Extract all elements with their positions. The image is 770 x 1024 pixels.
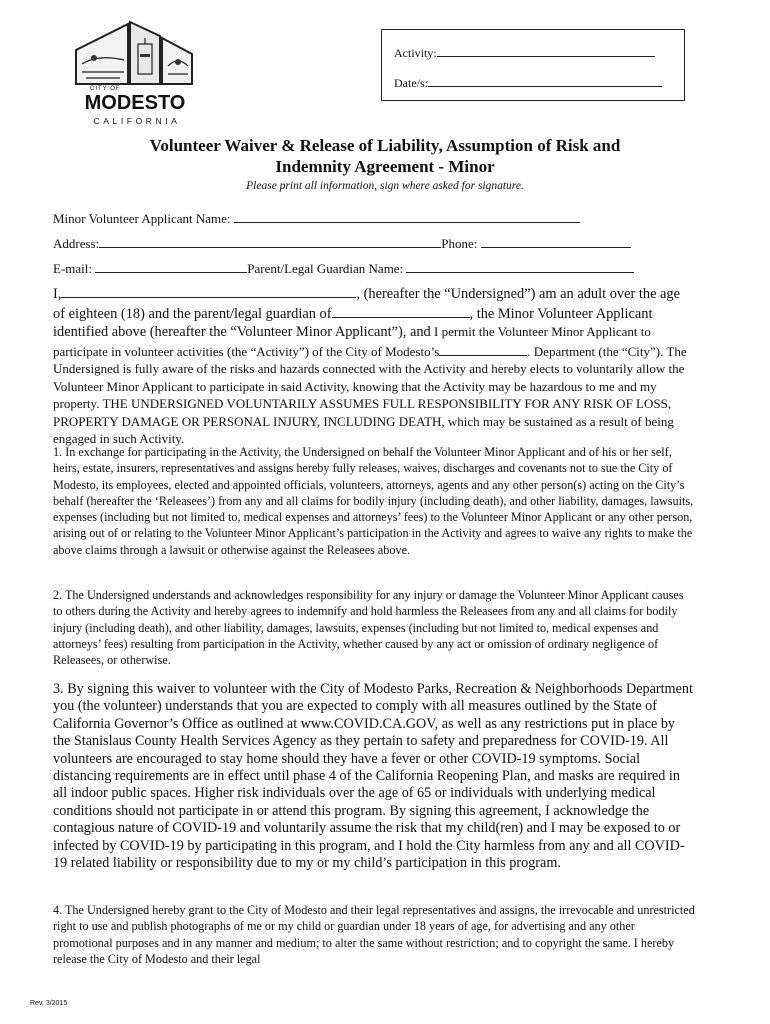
intro-s2: of eighteen (18) and the parent/legal guardian of xyxy=(53,305,332,322)
dates-blank[interactable] xyxy=(428,74,662,87)
minor-name-blank[interactable] xyxy=(332,304,470,318)
address-phone-row xyxy=(53,234,631,252)
intro-s5: I permit the Volunteer Minor Applicant to participate in volunteer activities (the “Activity”) of the City of Modesto’s xyxy=(53,324,651,359)
guardian-label: Parent/Legal Guardian Name: xyxy=(247,261,404,276)
address-label: Address: xyxy=(53,236,100,251)
guardian-blank[interactable] xyxy=(406,259,634,273)
paragraph-3-covid: 3. By signing this waiver to volunteer with the City of Modesto Parks, Recreation & Neighborhoods Department you (the volunteer) understands that you are expected to comply with all measures outlined by the State of California Governor’s Office as outlined at www.COVID.CA.GOV, as well as any restrictions put in place by the Stanislaus County Health Services Agency as they pertain to safety and preparedness for COVID-19. All volunteers are encouraged to stay home should they have a fever or other COVID-19 symptoms. Social distancing requirements are in effect until phase 4 of the California Reopening Plan, and masks are required in all indoor public spaces. Higher risk individuals over the age of 65 or individuals with underlying medical conditions should not participate in or attend this program. By signing this agreement, I acknowledge the contagious nature of COVID-19 and voluntarily assume the risk that my child(ren) and I may be exposed to or infected by COVID-19 by participating in this program, and I hold the City harmless from any and all COVID-19 related liability or responsibility due to my or my child’s participation in this program. xyxy=(53,681,693,872)
activity-label: Activity: xyxy=(394,46,437,60)
paragraph-4-photo-release: 4. The Undersigned hereby grant to the City of Modesto and their legal representatives and assigns, the irrevocable and unrestricted right to use and publish photographs of me or my child or guardian under 18 years of age, for advertising and any other promotional purposes and in any manner and medium; to alter the same without restriction; and to copyright the same. I hereby release the City of Modesto and their legal xyxy=(53,903,695,966)
activity-dates-box xyxy=(381,29,685,101)
applicant-name-blank[interactable] xyxy=(234,209,580,223)
email-blank[interactable] xyxy=(95,259,247,273)
phone-label: Phone: xyxy=(441,236,478,251)
department-blank[interactable] xyxy=(439,342,527,356)
activity-field[interactable] xyxy=(394,44,655,61)
email-guardian-row xyxy=(53,259,634,277)
intro-paragraph xyxy=(53,284,695,448)
activity-blank[interactable] xyxy=(437,44,655,57)
intro-s3: , the Minor Volunteer Applicant xyxy=(469,305,653,322)
dates-field[interactable] xyxy=(394,74,662,91)
logo-state-name: CALIFORNIA xyxy=(93,116,181,126)
applicant-name-field[interactable] xyxy=(53,209,580,227)
undersigned-name-blank[interactable] xyxy=(61,284,356,298)
phone-blank[interactable] xyxy=(481,234,631,248)
title-line-2: Indemnity Agreement - Minor xyxy=(275,157,495,176)
intro-i: I, xyxy=(53,286,62,302)
document-title xyxy=(60,135,710,177)
paragraph-1-release: 1. In exchange for participating in the Activity, the Undersigned on behalf the Volunteer Minor Applicant and of his or her self, heirs, estate, insurers, representatives and assigns hereby fully releases, waives, discharges and covenants not to sue the City of Modesto, its employees, elected and appointed officials, volunteers, attorneys, agents and any other person(s) acting on the City’s behalf (hereafter the ‘Releasees’) from any and all claims for bodily injury (including death), and other liability, damages, lawsuits, expenses (including but not limited to, medical expenses and attorneys’ fees) to the Volunteer Minor Applicant or any other person, arising out of or relating to the Volunteer Minor Applicant’s participation in the Activity and agrees to waive any rights to make the above claims through a lawsuit or otherwise against the Releasees above. xyxy=(53,445,694,557)
applicant-name-label: Minor Volunteer Applicant Name: xyxy=(53,211,231,226)
revision-date: Rev. 3/2015 xyxy=(30,1000,68,1007)
email-label: E-mail: xyxy=(53,261,92,276)
intro-s6: . Department (the “City”). The Undersigned is fully aware of the risks and hazards connected with the Activity and hereby elects to voluntarily allow the Volunteer Minor Applicant to participate in said Activity, knowing that the Activity may be hazardous to me and my property. THE UNDERSIGNED VOLUNTARILY ASSUMES FULL RESPONSIBILITY FOR ANY RISK OF LOSS, PROPERTY DAMAGE OR PERSONAL INJURY, INCLUDING DEATH, which may be sustained as a result of being engaged in such Activity. xyxy=(53,343,687,446)
intro-s1: , (hereafter the “Undersigned”) am an adult over the age xyxy=(356,286,681,302)
address-blank[interactable] xyxy=(99,234,441,248)
logo-city-name: MODESTO xyxy=(84,92,186,114)
document-subtitle: Please print all information, sign where asked for signature. xyxy=(246,180,524,192)
logo-city-of: CITY OF xyxy=(90,86,121,92)
paragraph-2-indemnify: 2. The Undersigned understands and acknowledges responsibility for any injury or damage the Volunteer Minor Applicant causes to others during the Activity and hereby agrees to indemnify and hold harmless the Releasees from any and all claims for bodily injury (including death), and other liability, damages, lawsuits, expenses (including but not limited to, medical expenses and attorneys’ fees) resulting from participation in the Activity, whether caused by any act or omission of ordinary negligence of Releasees, or otherwise. xyxy=(53,588,684,668)
intro-s4: identified above (hereafter the “Volunteer Minor Applicant”), and xyxy=(53,324,431,340)
title-line-1: Volunteer Waiver & Release of Liability, Assumption of Risk and xyxy=(149,136,621,155)
dates-label: Date/s: xyxy=(394,76,428,90)
